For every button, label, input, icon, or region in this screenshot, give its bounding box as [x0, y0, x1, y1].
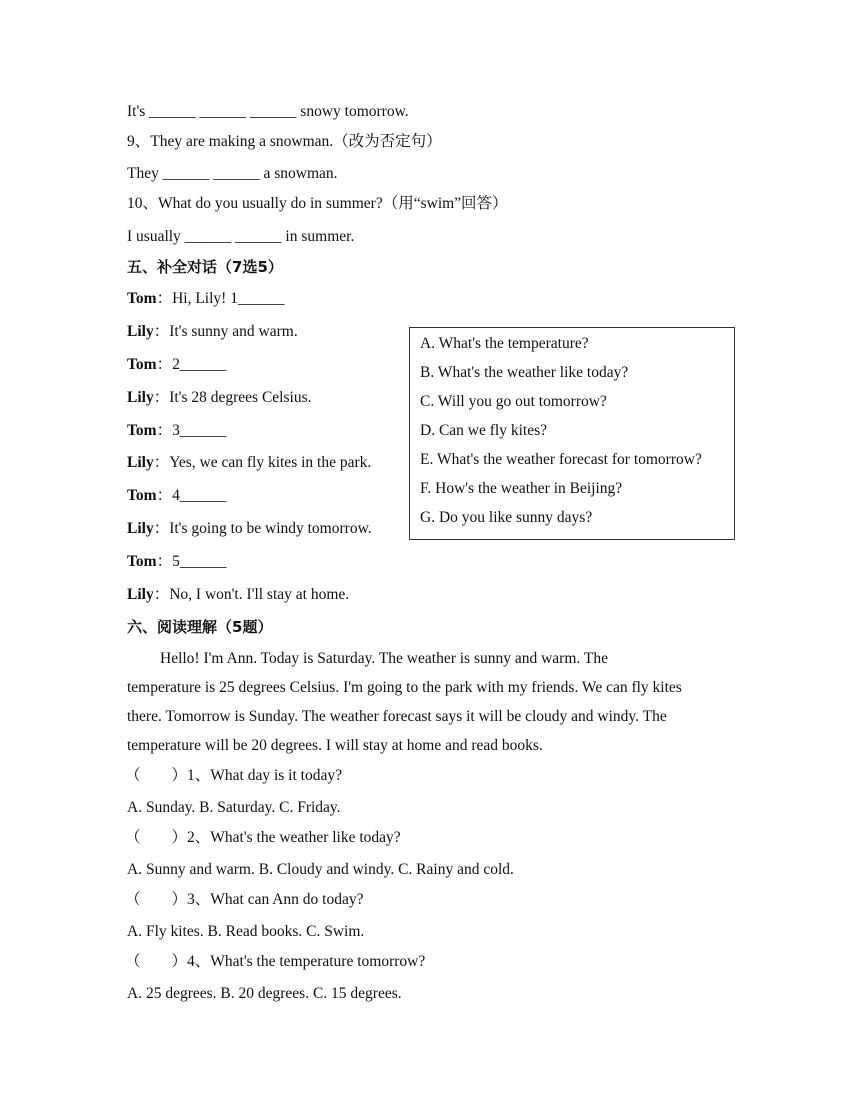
question-stem: （ ）1、What day is it today?	[125, 767, 342, 784]
speaker: Tom	[127, 290, 157, 307]
question-choices: A. 25 degrees. B. 20 degrees. C. 15 degrees.	[127, 985, 402, 1002]
question-choices: A. Sunny and warm. B. Cloudy and windy. C. Rainy and cold.	[127, 861, 514, 878]
option-g: G. Do you like sunny days?	[420, 509, 593, 526]
section5-heading: 五、补全对话（7选5）	[127, 258, 283, 276]
options-box	[409, 327, 735, 540]
section6-heading: 六、阅读理解（5题）	[127, 618, 273, 636]
dialogue-line	[127, 486, 226, 506]
speaker: Lily	[127, 454, 154, 471]
passage-line: temperature will be 20 degrees. I will stay at home and read books.	[127, 737, 543, 754]
dialogue-line	[127, 322, 298, 342]
speaker-sep: ：	[156, 290, 173, 307]
option-d: D. Can we fly kites?	[420, 422, 547, 439]
speaker-sep: ：	[153, 454, 170, 471]
speaker-sep: ：	[156, 487, 173, 504]
speaker-sep: ：	[153, 389, 170, 406]
speaker-sep: ：	[153, 520, 170, 537]
q9-answer-line: They ______ ______ a snowman.	[127, 165, 338, 182]
speaker: Lily	[127, 520, 154, 537]
speaker-sep: ：	[153, 323, 170, 340]
question-stem: （ ）4、What's the temperature tomorrow?	[125, 953, 426, 970]
speaker: Tom	[127, 487, 157, 504]
speaker: Tom	[127, 356, 157, 373]
dialogue-text: It's sunny and warm.	[169, 323, 298, 340]
question-choices: A. Fly kites. B. Read books. C. Swim.	[127, 923, 365, 940]
reading-passage	[127, 644, 747, 760]
question-stem: （ ）3、What can Ann do today?	[125, 891, 364, 908]
q8-answer-line: It's ______ ______ ______ snowy tomorrow.	[127, 103, 409, 120]
speaker-sep: ：	[153, 586, 170, 603]
dialogue-text: Yes, we can fly kites in the park.	[169, 454, 372, 471]
dialogue-line	[127, 519, 372, 539]
dialogue-text: It's going to be windy tomorrow.	[169, 520, 372, 537]
option-e: E. What's the weather forecast for tomorrow?	[420, 451, 702, 468]
passage-line: temperature is 25 degrees Celsius. I'm going to the park with my friends. We can fly kites	[127, 679, 682, 696]
speaker: Lily	[127, 323, 154, 340]
option-f: F. How's the weather in Beijing?	[420, 480, 623, 497]
passage-line: there. Tomorrow is Sunday. The weather forecast says it will be cloudy and windy. The	[127, 708, 667, 725]
dialogue-text: 5______	[172, 553, 227, 570]
dialogue-line	[127, 421, 226, 441]
option-a: A. What's the temperature?	[420, 335, 589, 352]
speaker: Tom	[127, 422, 157, 439]
dialogue-text: No, I won't. I'll stay at home.	[169, 586, 350, 603]
dialogue-line	[127, 552, 226, 572]
q9-prompt: 9、They are making a snowman.（改为否定句）	[127, 133, 442, 150]
dialogue-line	[127, 453, 371, 473]
option-c: C. Will you go out tomorrow?	[420, 393, 607, 410]
question-stem: （ ）2、What's the weather like today?	[125, 829, 401, 846]
speaker-sep: ：	[156, 356, 173, 373]
speaker: Lily	[127, 389, 154, 406]
q10-answer-line: I usually ______ ______ in summer.	[127, 228, 355, 245]
speaker-sep: ：	[156, 422, 173, 439]
speaker: Lily	[127, 586, 154, 603]
dialogue-text: 4______	[172, 487, 227, 504]
dialogue-line	[127, 355, 226, 375]
dialogue-text: 2______	[172, 356, 227, 373]
q10-prompt: 10、What do you usually do in summer?（用“swim”回答）	[127, 195, 508, 212]
option-b: B. What's the weather like today?	[420, 364, 629, 381]
speaker-sep: ：	[156, 553, 173, 570]
dialogue-text: 3______	[172, 422, 227, 439]
speaker: Tom	[127, 553, 157, 570]
dialogue-line	[127, 289, 284, 309]
passage-line: Hello! I'm Ann. Today is Saturday. The weather is sunny and warm. The	[160, 650, 608, 667]
dialogue-text: It's 28 degrees Celsius.	[169, 389, 312, 406]
dialogue-line	[127, 388, 312, 408]
dialogue-line	[127, 585, 349, 605]
dialogue-text: Hi, Lily! 1______	[172, 290, 285, 307]
question-choices: A. Sunday. B. Saturday. C. Friday.	[127, 799, 341, 816]
